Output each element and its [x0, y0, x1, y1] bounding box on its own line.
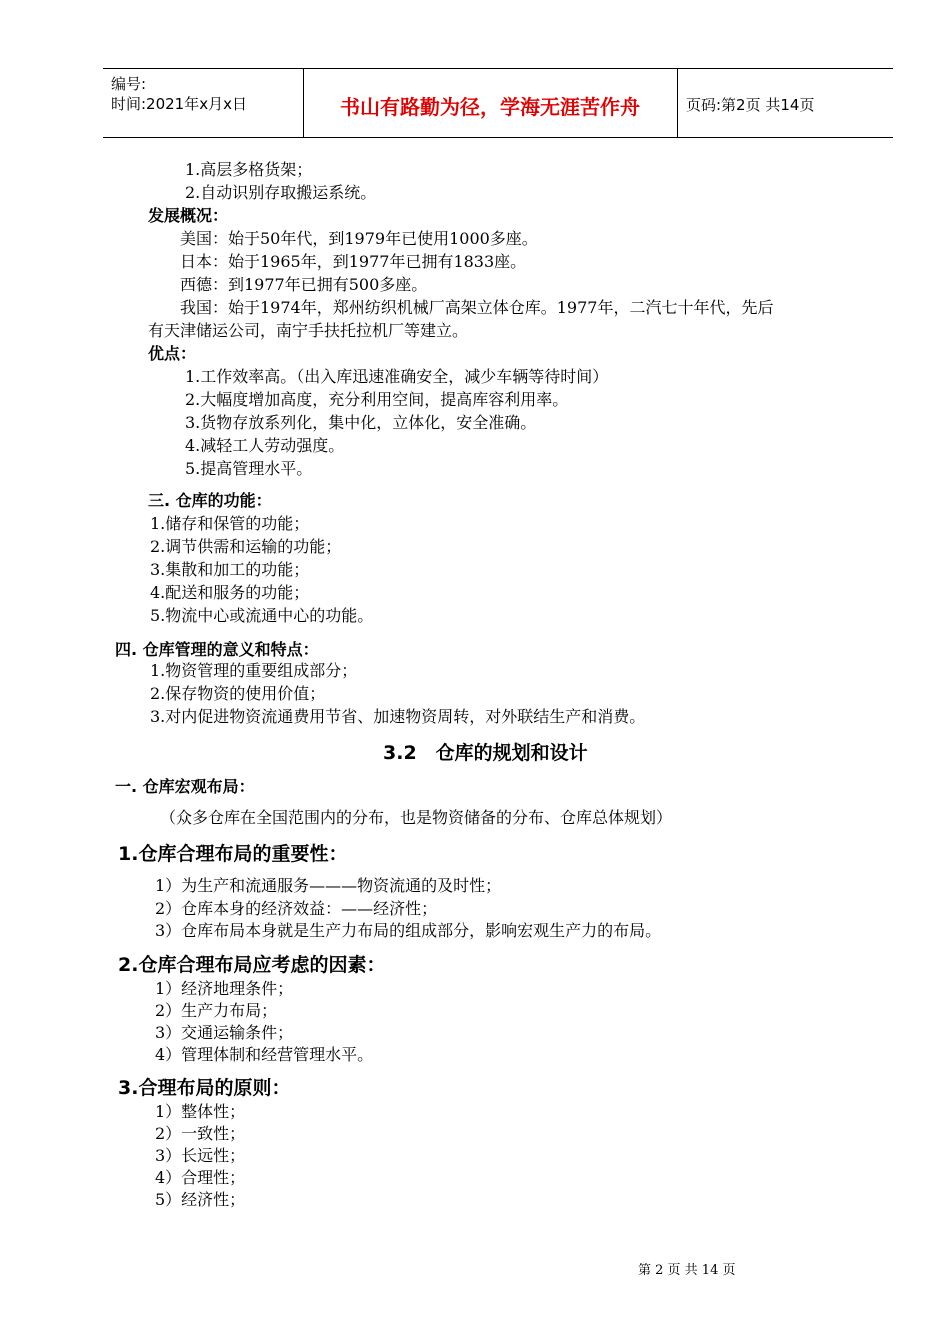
- list-item: 3.对内促进物资流通费用节省、加速物资周转，对外联结生产和消费。: [150, 707, 646, 726]
- list-item: 2）仓库本身的经济效益：——经济性；: [155, 899, 438, 918]
- list-item-continuation: 有天津储运公司，南宁手扶托拉机厂等建立。: [148, 321, 469, 340]
- subsection-heading-principles: 3.合理布局的原则：: [118, 1077, 291, 1099]
- section-heading-macro-layout: 一. 仓库宏观布局：: [115, 777, 255, 796]
- list-item: 西德：到1977年已拥有500多座。: [180, 275, 428, 294]
- list-item: 1.高层多格货架；: [185, 160, 313, 179]
- list-item: 我国：始于1974年，郑州纺织机械厂高架立体仓库。1977年，二汽七十年代，先后: [180, 298, 774, 317]
- section-heading-development: 发展概况：: [148, 206, 229, 225]
- document-time-label: 时间:2021年x月x日: [111, 95, 247, 113]
- subsection-heading-importance: 1.仓库合理布局的重要性：: [118, 843, 348, 865]
- list-item: 1.物资管理的重要组成部分；: [150, 661, 358, 680]
- list-item: 4.减轻工人劳动强度。: [185, 436, 345, 455]
- section-heading-functions: 三. 仓库的功能：: [148, 491, 272, 510]
- list-item: 1）经济地理条件；: [155, 979, 294, 998]
- list-item: 3）仓库布局本身就是生产力布局的组成部分，影响宏观生产力的布局。: [155, 921, 662, 940]
- list-item: 1.工作效率高。（出入库迅速准确安全，减少车辆等待时间）: [185, 367, 609, 386]
- header-meta-cell: [103, 69, 304, 137]
- section-note: （众多仓库在全国范围内的分布，也是物资储备的分布、仓库总体规划）: [160, 808, 673, 827]
- list-item: 1）整体性；: [155, 1102, 246, 1121]
- header-motto: 书山有路勤为径，学海无涯苦作舟: [340, 95, 640, 119]
- list-item: 4）管理体制和经营管理水平。: [155, 1045, 374, 1064]
- subsection-heading-factors: 2.仓库合理布局应考虑的因素：: [118, 954, 386, 976]
- section-heading-advantages: 优点：: [148, 344, 197, 363]
- list-item: 1）为生产和流通服务———物资流通的及时性；: [155, 876, 502, 895]
- document-number-label: 编号:: [111, 75, 147, 93]
- page-footer: 第 2 页 共 14 页: [638, 1263, 736, 1278]
- list-item: 2.保存物资的使用价值；: [150, 684, 326, 703]
- list-item: 5.提高管理水平。: [185, 459, 313, 478]
- header-motto-cell: [303, 69, 678, 137]
- list-item: 2.大幅度增加高度，充分利用空间，提高库容利用率。: [185, 390, 569, 409]
- chapter-title: 3.2 仓库的规划和设计: [383, 742, 588, 764]
- page-header: [103, 68, 893, 138]
- header-page-info: 页码:第2页 共14页: [686, 96, 815, 114]
- list-item: 3.货物存放系列化，集中化，立体化，安全准确。: [185, 413, 537, 432]
- list-item: 3）长远性；: [155, 1146, 246, 1165]
- list-item: 2.调节供需和运输的功能；: [150, 537, 342, 556]
- list-item: 3）交通运输条件；: [155, 1023, 294, 1042]
- list-item: 美国：始于50年代，到1979年已使用1000多座。: [180, 229, 538, 248]
- list-item: 3.集散和加工的功能；: [150, 560, 310, 579]
- header-page-cell: [678, 69, 893, 137]
- list-item: 5.物流中心或流通中心的功能。: [150, 606, 374, 625]
- section-heading-management: 四. 仓库管理的意义和特点：: [115, 640, 319, 659]
- list-item: 4）合理性；: [155, 1168, 246, 1187]
- list-item: 2）一致性；: [155, 1124, 246, 1143]
- list-item: 2.自动识别存取搬运系统。: [185, 183, 377, 202]
- list-item: 日本：始于1965年，到1977年已拥有1833座。: [180, 252, 527, 271]
- list-item: 4.配送和服务的功能；: [150, 583, 310, 602]
- list-item: 2）生产力布局；: [155, 1001, 278, 1020]
- list-item: 1.储存和保管的功能；: [150, 514, 310, 533]
- list-item: 5）经济性；: [155, 1190, 246, 1209]
